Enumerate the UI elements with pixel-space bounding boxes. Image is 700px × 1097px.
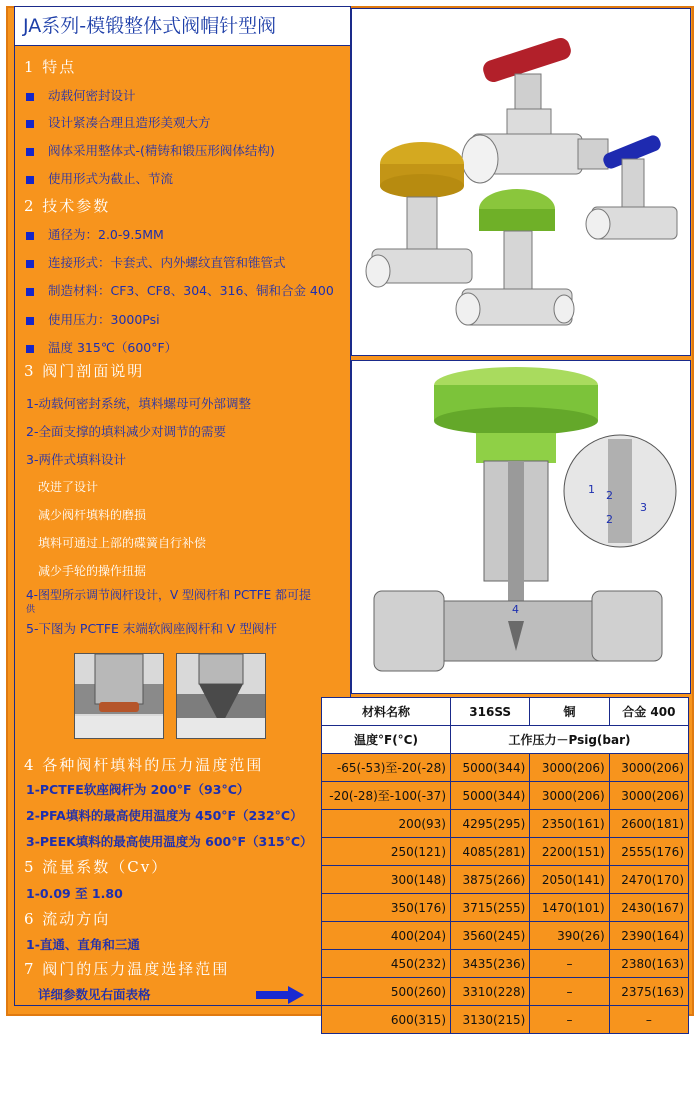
section3-subline: 填料可通过上部的碟簧自行补偿 xyxy=(38,536,207,550)
table-row: -65(-53)至-20(-28) 5000(344) 3000(206) 3000(206) xyxy=(322,754,689,782)
bullet-icon xyxy=(26,288,34,296)
bullet-icon xyxy=(26,260,34,268)
red-handle-valve xyxy=(462,36,608,183)
table-row: 600(315) 3130(215) – – xyxy=(322,1006,689,1034)
table-row: 450(232) 3435(236) – 2380(163) xyxy=(322,950,689,978)
section3-line: 3-两件式填料设计 xyxy=(26,452,126,467)
table-header-cell: 铜 xyxy=(530,698,609,726)
feature-item: 阀体采用整体式-(精铸和锻压形阀体结构) xyxy=(26,141,275,159)
section6-line: 1-直通、直角和三通 xyxy=(26,937,140,952)
bullet-icon xyxy=(26,345,34,353)
section3-subline: 减少阀杆填料的磨损 xyxy=(38,508,147,522)
green-handle-valve xyxy=(456,189,574,325)
table-row: 500(260) 3310(228) – 2375(163) xyxy=(322,978,689,1006)
table-header-cell: 温度°F(°C) xyxy=(322,726,451,754)
section3-subline: 改进了设计 xyxy=(38,480,99,494)
section3-line: 4-图型所示调节阀杆设计，V 型阀杆和 PCTFE 都可提 xyxy=(26,588,312,602)
section3-line: 5-下图为 PCTFE 末端软阀座阀杆和 V 型阀杆 xyxy=(26,621,277,636)
callout-3: 3 xyxy=(640,501,647,514)
section5-heading: 5 流量系数（Cv） xyxy=(24,858,169,876)
feature-item: 使用形式为截止、节流 xyxy=(26,169,173,187)
arrow-right-icon xyxy=(256,986,304,1004)
bullet-icon xyxy=(26,317,34,325)
callout-2b: 2 xyxy=(606,513,613,526)
feature-item: 动载何密封设计 xyxy=(26,86,136,104)
table-header-row xyxy=(322,726,689,754)
spec-item: 通径为：2.0-9.5MM xyxy=(26,225,164,243)
page-title: JA系列-模锻整体式阀帽针型阀 xyxy=(14,6,351,46)
product-photo xyxy=(351,8,691,356)
spec-item: 连接形式：卡套式、内外螺纹直管和锥管式 xyxy=(26,253,286,271)
callout-2: 2 xyxy=(606,489,613,502)
section2-heading: 2 技术参数 xyxy=(24,197,111,215)
spec-item: 使用压力：3000Psi xyxy=(26,310,160,328)
table-header-cell: 材料名称 xyxy=(322,698,451,726)
section5-line: 1-0.09 至 1.80 xyxy=(26,886,123,901)
bullet-icon xyxy=(26,120,34,128)
bullet-icon xyxy=(26,93,34,101)
bullet-icon xyxy=(26,232,34,240)
section4-line: 2-PFA填料的最高使用温度为 450°F（232°C） xyxy=(26,808,303,823)
section3-subline: 减少手轮的操作扭据 xyxy=(38,564,147,578)
section3-line-cont: 供 xyxy=(26,605,36,615)
table-header-cell: 工作压力－Psig(bar) xyxy=(451,726,689,754)
table-header-cell: 合金 400 xyxy=(609,698,688,726)
v-stem-image xyxy=(176,653,266,739)
bullet-icon xyxy=(26,176,34,184)
table-row: 200(93) 4295(295) 2350(161) 2600(181) xyxy=(322,810,689,838)
section7-heading: 7 阀门的压力温度选择范围 xyxy=(24,960,230,978)
section3-line: 2-全面支撑的填料减少对调节的需要 xyxy=(26,424,226,439)
table-row: 400(204) 3560(245) 390(26) 2390(164) xyxy=(322,922,689,950)
section1-heading: 1 特点 xyxy=(24,58,77,76)
section4-line: 3-PEEK填料的最高使用温度为 600°F（315°C） xyxy=(26,834,313,849)
section3-heading: 3 阀门剖面说明 xyxy=(24,362,145,380)
valve-section-diagram xyxy=(351,360,691,694)
table-row: -20(-28)至-100(-37) 5000(344) 3000(206) 3000(206) xyxy=(322,782,689,810)
table-row: 300(148) 3875(266) 2050(141) 2470(170) xyxy=(322,866,689,894)
table-header-row xyxy=(322,698,689,726)
section4-line: 1-PCTFE软座阀杆为 200°F（93°C） xyxy=(26,782,250,797)
section7-line: 详细参数见右面表格 xyxy=(38,987,151,1002)
bullet-icon xyxy=(26,148,34,156)
spec-item: 温度 315℃（600°F） xyxy=(26,338,177,356)
section4-heading: 4 各种阀杆填料的压力温度范围 xyxy=(24,756,264,774)
section3-line: 1-动载何密封系统，填料螺母可外部调整 xyxy=(26,396,251,411)
section6-heading: 6 流动方向 xyxy=(24,910,111,928)
table-row: 350(176) 3715(255) 1470(101) 2430(167) xyxy=(322,894,689,922)
table-row: 250(121) 4085(281) 2200(151) 2555(176) xyxy=(322,838,689,866)
table-header-cell: 316SS xyxy=(451,698,530,726)
pctfe-stem-image xyxy=(74,653,164,739)
callout-1: 1 xyxy=(588,483,595,496)
spec-item: 制造材料：CF3、CF8、304、316、铜和合金 400 xyxy=(26,281,334,299)
yellow-handle-valve xyxy=(366,142,472,287)
pressure-temperature-table xyxy=(321,697,689,1034)
callout-4: 4 xyxy=(512,603,519,616)
feature-item: 设计紧凑合理且造形美观大方 xyxy=(26,113,211,131)
